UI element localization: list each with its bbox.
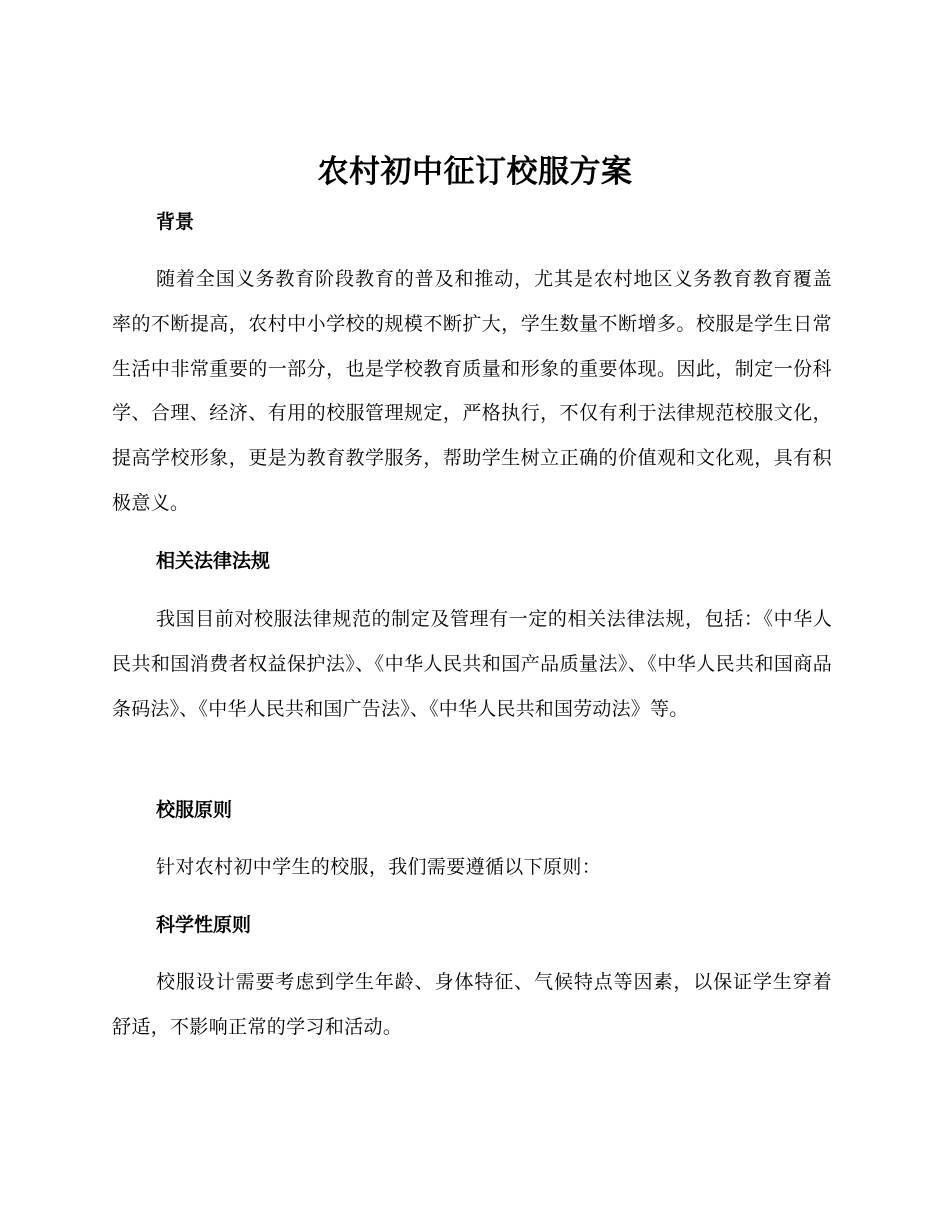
section-heading-background: 背景 [156, 211, 195, 233]
section-paragraph-scientific: 校服设计需要考虑到学生年龄、身体特征、气候特点等因素，以保证学生穿着舒适，不影响正常的学习和活动。 [112, 971, 832, 1038]
document-title: 农村初中征订校服方案 [317, 154, 633, 190]
section-paragraph-laws: 我国目前对校服法律规范的制定及管理有一定的相关法律法规，包括：《中华人民共和国消费者权益保护法》、《中华人民共和国产品质量法》、《中华人民共和国商品条码法》、《中华人民共和国广告法》、《中华人民共和国劳动法》等。 [112, 608, 832, 720]
section-paragraph-background: 随着全国义务教育阶段教育的普及和推动，尤其是农村地区义务教育教育覆盖率的不断提高，农村中小学校的规模不断扩大，学生数量不断增多。校服是学生日常生活中非常重要的一部分，也是学校教育质量和形象的重要体现。因此，制定一份科学、合理、经济、有用的校服管理规定，严格执行，不仅有利于法律规范校服文化，提高学校形象，更是为教育教学服务，帮助学生树立正确的价值观和文化观，具有积极意义。 [112, 268, 832, 514]
section-heading-scientific: 科学性原则 [156, 914, 252, 936]
section-heading-laws: 相关法律法规 [156, 550, 271, 572]
section-paragraph-principles: 针对农村初中学生的校服，我们需要遵循以下原则： [156, 856, 602, 878]
section-heading-principles: 校服原则 [156, 799, 233, 821]
